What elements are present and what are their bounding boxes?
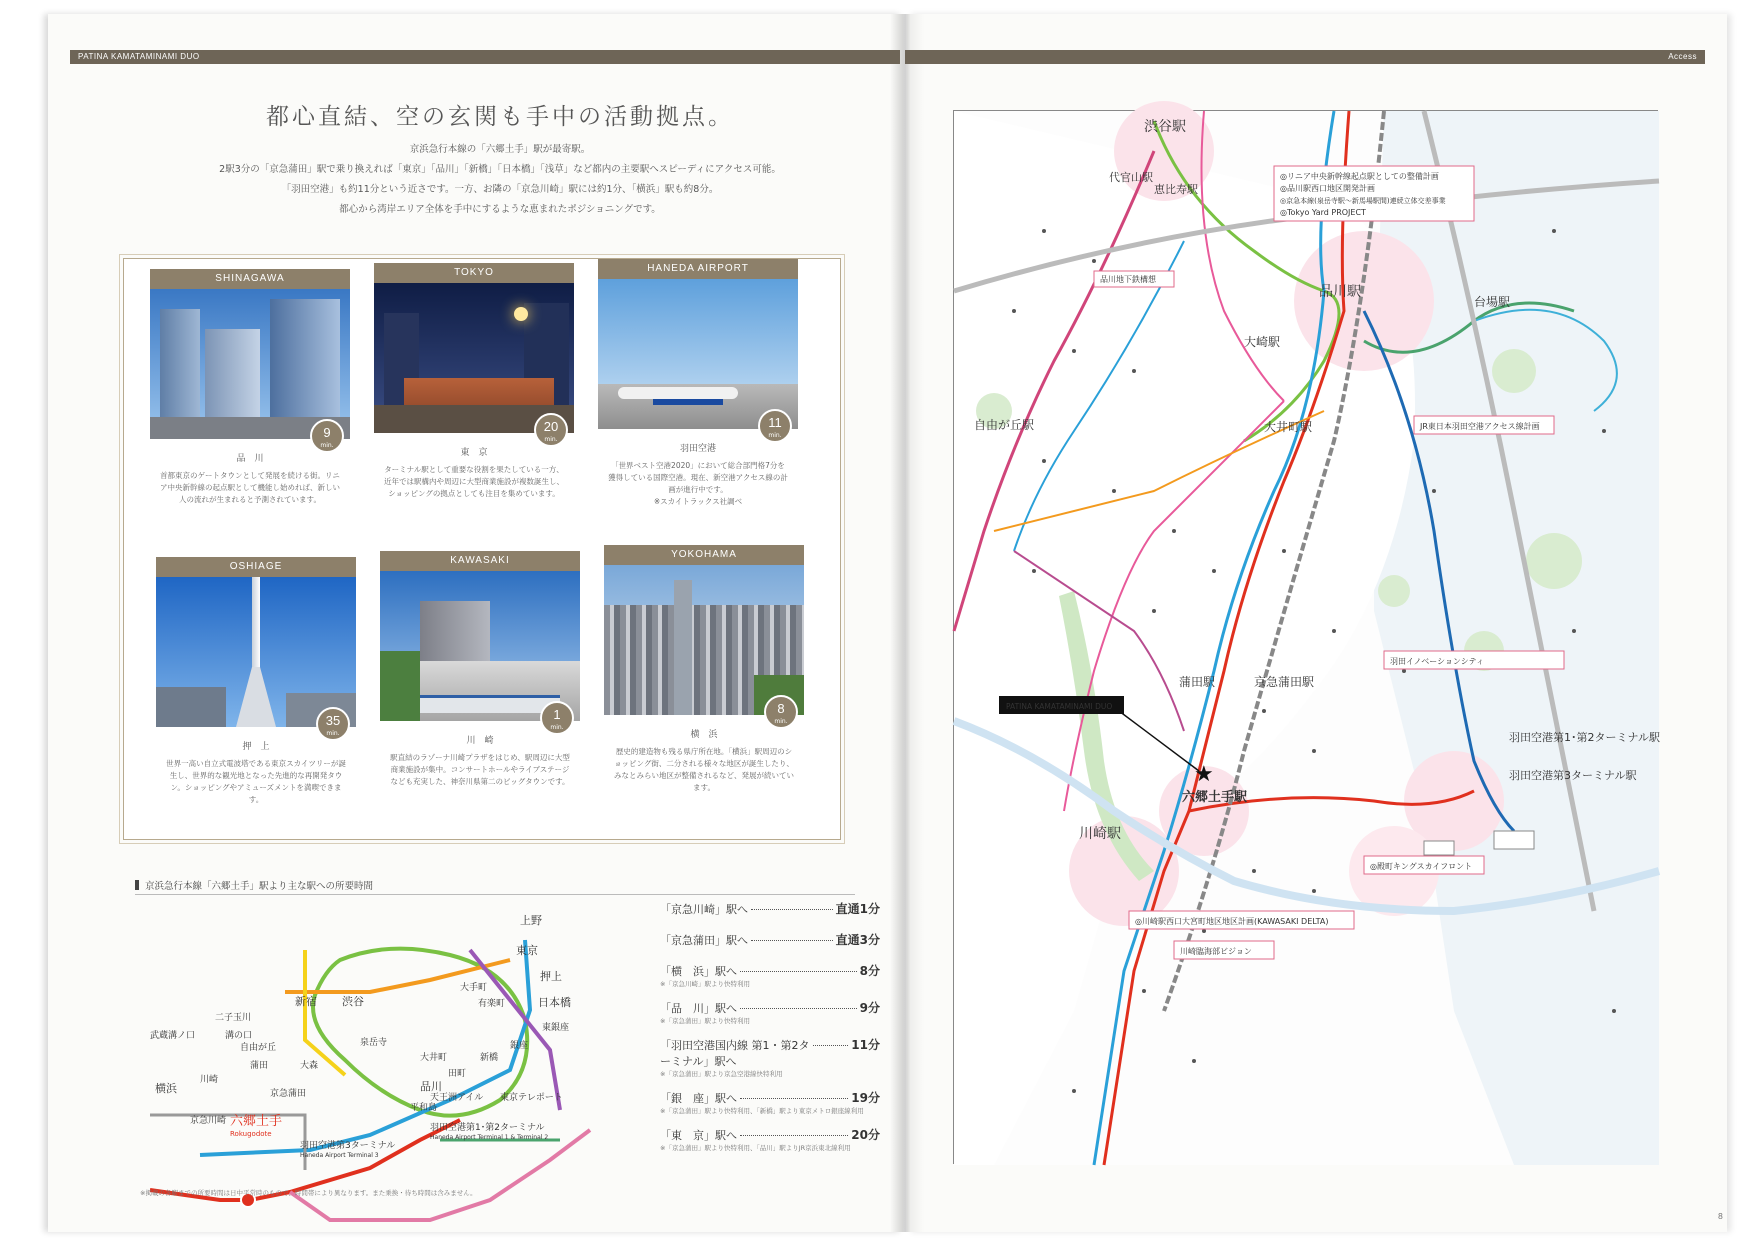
callout-text: ◎品川駅西口地区開発計画 [1280,184,1375,193]
callout-text: 品川地下鉄構想 [1100,275,1156,284]
card-haneda-airport [598,259,798,531]
travel-note: ※「京急蒲田」駅より快特利用、「品川」駅よりJR京浜東北線利用 [660,1144,851,1152]
property-station-label: 六郷土手駅 [1182,790,1248,805]
station-yurakucho: 有楽町 [478,999,506,1009]
station-shinjuku: 新宿 [295,995,317,1008]
section-divider [135,894,855,895]
shinagawa-photo [150,289,350,449]
station-haneda12-en: Haneda Airport Terminal 1 & Terminal 2 [430,1134,549,1141]
map-station-label: 川崎駅 [1079,826,1121,842]
station-shinagawa: 品川 [420,1080,442,1093]
travel-time: 直通1分 [835,902,880,916]
station-haneda12: 羽田空港第1･第2ターミナル [430,1123,545,1133]
travel-time-badge: 8 min. [764,695,798,729]
travel-time-badge: 11 min. [758,409,792,443]
card-name: 品 川 [236,454,264,464]
travel-time-item [660,1126,880,1153]
station-musashimizonokuchi: 武蔵溝ノ口 [150,1031,196,1041]
travel-time-badge: 1 min. [540,701,574,735]
card-name: 羽田空港 [679,444,716,454]
callout-text: ◎殿町キングスカイフロント [1370,862,1473,871]
travel-destination: 「横 浜」駅へ [660,965,737,978]
intro-line: 京浜急行本線の「六郷土手」駅が最寄駅。 [409,144,591,155]
travel-destination: 「京急川崎」駅へ [660,903,748,916]
station-omori: 大森 [300,1061,319,1071]
station-shinbashi: 新橋 [480,1053,499,1063]
travel-section-title: 京浜急行本線「六郷土手」駅より主な駅への所要時間 [135,878,373,892]
travel-destination: 「銀 座」駅へ [660,1092,737,1105]
station-rokugodote: 六郷土手 [230,1114,283,1129]
station-oimachi: 大井町 [420,1053,448,1063]
card-kawasaki [380,551,580,823]
station-rokugodote-en: Rokugodote [230,1130,272,1138]
station-ueno: 上野 [520,914,542,927]
map-station-label: 代官山駅 [1109,171,1153,184]
station-kawasaki: 川崎 [200,1075,219,1085]
card-description: 駅直結のラゾーナ川崎プラザをはじめ、駅周辺に大型商業施設が集中。コンサートホールやライブステージなども充実した、神奈川県第二のビッグタウンです。 [390,753,570,786]
callout-text: JR東日本羽田空港アクセス線計画 [1420,422,1540,431]
travel-time-item [660,900,880,917]
station-teleport: 東京テレポート [500,1093,563,1103]
map-station-label: 京急蒲田駅 [1254,675,1315,689]
station-tokyo: 東京 [516,944,538,957]
station-shibuya: 渋谷 [342,995,364,1008]
callout-text: 羽田イノベーションシティ [1390,657,1485,666]
station-sengakuji: 泉岳寺 [360,1038,388,1048]
travel-time-item [660,931,880,948]
card-name: 東 京 [460,448,488,458]
callout-text: ◎京急本線(泉岳寺駅〜新馬場駅間)連続立体交差事業 [1280,197,1446,205]
station-futakotamagawa: 二子玉川 [215,1013,252,1023]
travel-time-badge: 20 min. [534,413,568,447]
callout-text: ◎リニア中央新幹線起点駅としての整備計画 [1280,172,1439,181]
map-station-label: 大井町駅 [1264,420,1313,434]
station-haneda3: 羽田空港第3ターミナル [300,1141,396,1151]
card-description: 首都東京のゲートタウンとして発展を続ける街。リニア中央新幹線の起点駅として機能し始めれば、新しい人の流れが生まれると予測されています。 [160,471,340,504]
station-keikyukamata: 京急蒲田 [270,1089,307,1099]
station-higashiginza: 東銀座 [542,1023,570,1033]
footnote: ※掲載の各駅までの所要時間は日中平常時のもので、時間帯により異なります。また乗換・待ち時間は含みません。 [140,1189,477,1197]
map-station-label: 品川駅 [1319,284,1361,300]
card-shinagawa [150,269,350,541]
page-number: 8 [1717,1212,1723,1221]
card-description: 「世界ベスト空港2020」において総合部門格7分を獲得している国際空港。現在、新空港アクセス線の計画が進行中です。 ※スカイトラックス社調べ [608,461,788,506]
left-header-bar: PATINA KAMATAMINAMI DUO [70,50,900,64]
travel-time-item [660,962,880,989]
travel-time: 11分 [851,1038,880,1052]
card-oshiage [156,557,356,829]
card-name: 押 上 [242,742,270,752]
travel-destination: 「羽田空港国内線 第1・第2ターミナル」駅へ [660,1039,810,1068]
travel-note: ※「京急蒲田」駅より快特利用、「新橋」駅より東京メトロ銀座線利用 [660,1107,864,1115]
property-label: PATINA KAMATAMINAMI DUO [1006,702,1113,711]
haneda-photo [598,279,798,439]
callout-text: ◎Tokyo Yard PROJECT [1280,208,1366,217]
property-star-icon: ★ [1194,762,1214,787]
station-nihonbashi: 日本橋 [538,996,571,1009]
station-tamachi: 田町 [448,1069,467,1079]
map-station-label: 自由が丘駅 [974,418,1035,432]
travel-note: ※「京急川崎」駅より快特利用 [660,980,750,988]
travel-note: ※「京急蒲田」駅より快特利用 [660,1017,750,1025]
card-label: HANEDA AIRPORT [598,259,798,279]
station-ginza: 銀座 [510,1041,529,1051]
station-yokohama: 横浜 [155,1082,177,1095]
station-heiwajima: 平和島 [410,1103,438,1113]
intro-line: 都心から湾岸エリア全体を手中にするような恵まれたポジショニングです。 [339,204,661,215]
callout-text: ◎川崎駅西口大宮町地区地区計画(KAWASAKI DELTA) [1135,917,1329,926]
map-station-label: 羽田空港第3ターミナル駅 [1509,769,1637,782]
station-oshiage: 押上 [540,970,562,983]
intro-text [150,140,850,220]
map-station-label: 羽田空港第1･第2ターミナル駅 [1509,731,1660,744]
travel-time: 8分 [859,964,880,978]
travel-destination: 「京急蒲田」駅へ [660,934,748,947]
tokyo-photo [374,283,574,443]
oshiage-photo [156,577,356,737]
card-description: 歴史的建造物も残る県庁所在地。「横浜」駅周辺のショッピング街、二分される様々な地区が誕生したり、みなとみらい地区が整備されるなど、発展が続いています。 [614,747,794,792]
card-description: 世界一高い自立式電波塔である東京スカイツリーが誕生し、世界的な観光地となった先進的な再開発タウン。ショッピングやアミューズメントを満喫できます。 [166,759,346,804]
card-label: KAWASAKI [380,551,580,571]
card-label: OSHIAGE [156,557,356,577]
travel-time-badge: 35 min. [316,707,350,741]
kawasaki-photo [380,571,580,731]
destination-card-frame [123,258,841,840]
travel-time: 19分 [851,1091,880,1105]
station-otemachi: 大手町 [460,983,488,993]
station-jiyugaoka: 自由が丘 [240,1043,277,1053]
travel-time-list [660,900,880,1159]
card-name: 川 崎 [466,736,494,746]
station-kamata: 蒲田 [250,1061,269,1071]
card-description: ターミナル駅として重要な役割を果たしている一方、近年では駅構内や周辺に大型商業施設が複数誕生し、ショッピングの拠点としても注目を集めています。 [384,465,564,498]
travel-destination: 「品 川」駅へ [660,1002,737,1015]
station-tennozu: 天王洲アイル [430,1093,484,1103]
area-map-svg [954,111,1659,1165]
travel-time: 9分 [859,1001,880,1015]
station-keikyukawasaki: 京急川崎 [190,1116,227,1126]
travel-time-badge: 9 min. [310,419,344,453]
card-label: TOKYO [374,263,574,283]
travel-time-item [660,999,880,1026]
travel-time-item [660,1089,880,1116]
card-tokyo [374,263,574,535]
travel-time-item [660,1036,880,1079]
travel-time: 20分 [851,1128,880,1142]
card-name: 横 浜 [690,730,718,740]
travel-time: 直通3分 [835,933,880,947]
card-yokohama [604,545,804,817]
callout-text: 川崎臨海部ビジョン [1180,947,1252,956]
travel-note: ※「京急蒲田」駅より京急空港線快特利用 [660,1070,783,1078]
card-label: SHINAGAWA [150,269,350,289]
map-station-label: 渋谷駅 [1144,119,1186,135]
route-map-diagram [130,900,630,1200]
station-mizonokuchi: 溝の口 [225,1031,253,1041]
map-station-label: 恵比寿駅 [1154,183,1198,196]
map-station-label: 蒲田駅 [1179,675,1216,689]
card-note: ※スカイトラックス社調べ [653,497,743,506]
book-gutter [890,14,924,1232]
travel-destination: 「東 京」駅へ [660,1129,737,1142]
yokohama-photo [604,565,804,725]
page-headline: 都心直結、空の玄関も手中の活動拠点。 [266,104,734,130]
intro-line: 「羽田空港」も約11分という近さです。一方、お隣の「京急川崎」駅には約1分、「横浜」駅も約8分。 [281,184,719,195]
card-label: YOKOHAMA [604,545,804,565]
right-header-bar: Access [905,50,1705,64]
station-haneda3-en: Haneda Airport Terminal 3 [300,1152,379,1159]
area-map [953,110,1658,1164]
map-station-label: 大崎駅 [1244,335,1281,349]
map-station-label: 台場駅 [1474,295,1511,309]
intro-line: 2駅3分の「京急蒲田」駅で乗り換えれば「東京」「品川」「新橋」「日本橋」「浅草」など都内の主要駅へスピーディにアクセス可能。 [219,164,781,175]
